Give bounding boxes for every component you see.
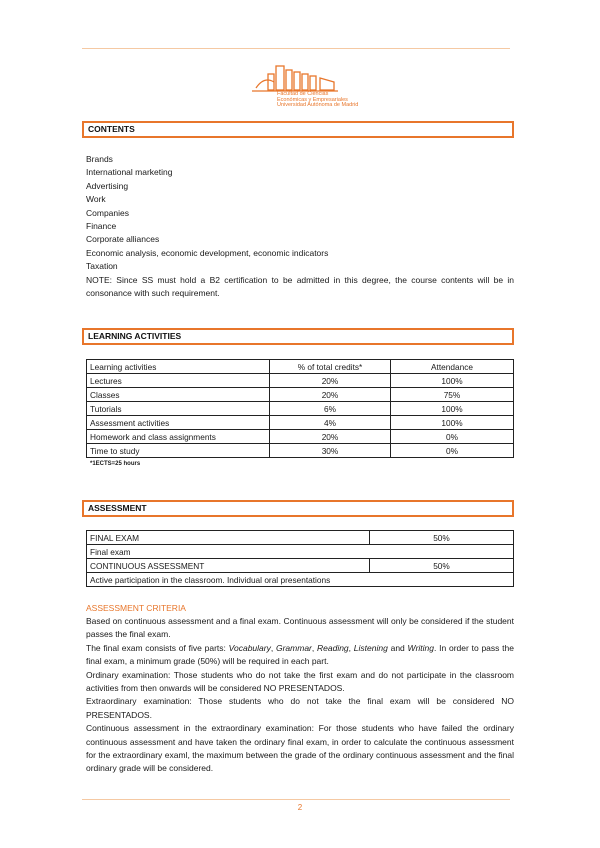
table-row [87,430,514,444]
list-item: Brands [86,154,113,164]
contents-list [86,153,328,274]
logo-caption: Facultad de Ciencias Económicas y Empresariales Universidad Autónoma de Madrid [277,91,359,108]
table-row [87,374,514,388]
contents-heading: CONTENTS [82,121,514,138]
table-cell: 30% [270,444,391,458]
ects-footnote: *1ECTS=25 hours [90,461,141,467]
table-cell: 0% [391,430,514,444]
table-row [87,545,514,559]
top-rule [82,48,510,49]
table-row [87,402,514,416]
page-number: 2 [297,803,303,812]
final-exam-pct: 50% [370,531,514,545]
list-item: Advertising [86,180,129,191]
criteria-p3: Ordinary examination: Those students who do not take the first exam and do not participate in the classroom activities from then onwards will be considered NO PRESENTADOS. [86,669,514,694]
list-item: Corporate alliances [86,234,160,245]
table-row [87,444,514,458]
table-row [87,573,514,587]
criteria-text [86,615,514,776]
list-item: Work [86,194,106,205]
contents-note: NOTE: Since SS must hold a B2 certification to be admitted in this degree, the course contents will be in consonance with such requirement. [86,275,514,299]
continuous-desc: Active participation in the classroom. Individual oral presentations [87,573,514,587]
table-cell: Assessment activities [87,416,270,430]
final-exam-label: FINAL EXAM [87,531,370,545]
table-header: % of total credits* [270,360,391,374]
table-cell: Time to study [87,444,270,458]
criteria-p1: Based on continuous assessment and a final exam. Continuous assessment will only be considered if the student passes the final exam. [86,616,514,640]
bottom-rule [82,799,510,800]
list-item: Finance [86,221,117,232]
learning-heading: LEARNING ACTIVITIES [82,328,514,345]
table-row [87,559,514,573]
table-cell: 100% [391,416,514,430]
table-cell: 20% [270,374,391,388]
final-exam-desc: Final exam [87,545,514,559]
criteria-p4: Extraordinary examination: Those students who do not take the final exam will be considered NO PRESENTADOS. [86,696,514,720]
list-item: Economic analysis, economic development, economic indicators [86,247,329,258]
continuous-pct: 50% [370,559,514,573]
assessment-table [86,530,514,587]
assessment-heading: ASSESSMENT [82,500,514,517]
table-cell: Lectures [87,374,270,388]
table-cell: 75% [391,388,514,402]
criteria-heading: ASSESSMENT CRITERIA [86,603,186,613]
table-cell: Classes [87,388,270,402]
table-cell: 100% [391,402,514,416]
criteria-p2: The final exam consists of five parts: Vocabulary, Grammar, Reading, Listening and Writing. In order to pass the final exam, a minimum grade (50%) will be required in each part. [86,642,514,667]
table-cell: Tutorials [87,402,270,416]
table-cell: 100% [391,374,514,388]
table-header: Attendance [391,360,514,374]
list-item: Taxation [86,261,118,272]
list-item: Companies [86,207,129,218]
criteria-p5: Continuous assessment in the extraordinary examination: For those students who have failed the ordinary continuous assessment and have taken the ordinary final exam, in order to calculate the continuous assessment for the extraordinary examl, the maximum between the grade of the ordinary continuous assessment and the final ordinary grade will be considered. [86,723,514,774]
table-row [87,531,514,545]
table-header-row [87,360,514,374]
table-cell: 0% [391,444,514,458]
table-cell: 4% [270,416,391,430]
table-header: Learning activities [87,360,270,374]
table-cell: 6% [270,402,391,416]
table-row [87,416,514,430]
table-cell: 20% [270,388,391,402]
table-cell: 20% [270,430,391,444]
list-item: International marketing [86,167,173,178]
table-row [87,388,514,402]
continuous-label: CONTINUOUS ASSESSMENT [87,559,370,573]
table-cell: Homework and class assignments [87,430,270,444]
learning-table [86,359,514,458]
